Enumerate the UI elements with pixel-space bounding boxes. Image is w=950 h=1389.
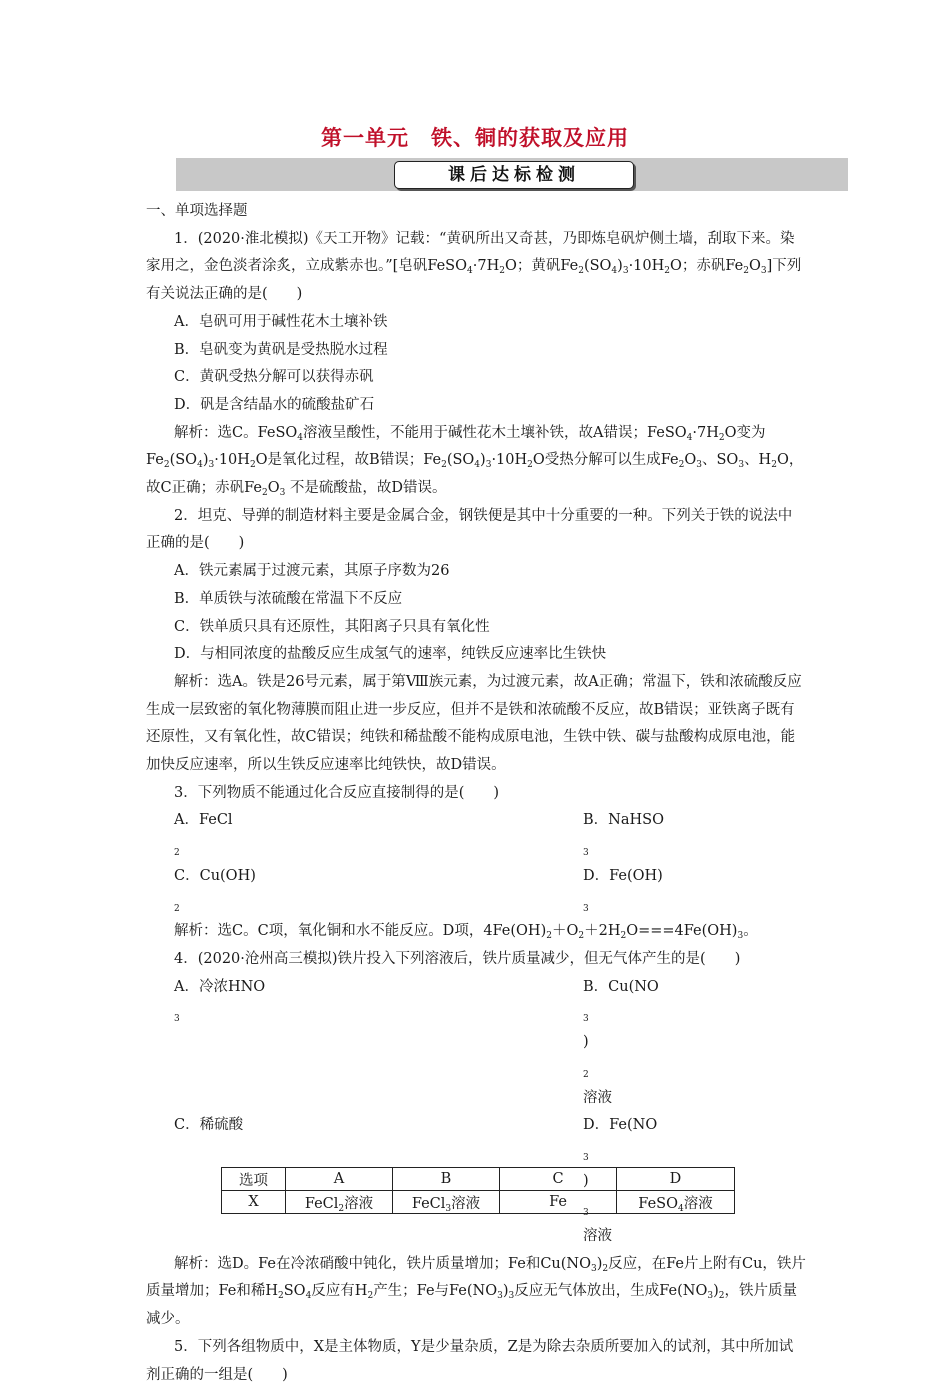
table-cell: FeSO$_4$溶液 xyxy=(617,1191,735,1214)
table-header-cell: C xyxy=(500,1168,617,1191)
question-3-options-row-2 xyxy=(146,863,806,918)
page-title: 第一单元 铁、铜的获取及应用 xyxy=(321,126,629,150)
banner-label: 课后达标检测 xyxy=(394,161,634,189)
table-header-row xyxy=(222,1168,735,1191)
question-1-option-c: C．黄矾受热分解可以获得赤矾 xyxy=(174,369,374,386)
question-2-option-a: A．铁元素属于过渡元素，其原子序数为26 xyxy=(174,563,450,580)
question-2-option-b: B．单质铁与浓硫酸在常温下不反应 xyxy=(174,590,403,607)
question-2-option-d: D．与相同浓度的盐酸反应生成氢气的速率，纯铁反应速率比生铁快 xyxy=(174,646,607,663)
table-header-cell: D xyxy=(617,1168,735,1191)
question-3-option-a: A．FeCl $_2$ xyxy=(174,812,233,859)
question-3-stem: 3．下列物质不能通过化合反应直接制得的是( ) xyxy=(174,784,500,801)
options-table xyxy=(221,1167,735,1214)
question-3-option-d: D．Fe(OH) $_3$ xyxy=(583,867,663,914)
question-4-option-d: D．Fe(NO $_3$ ) $_3$ 溶液 xyxy=(583,1117,658,1245)
section-heading: 一、单项选择题 xyxy=(146,203,248,219)
question-4-option-c: C．稀硫酸 xyxy=(174,1117,244,1134)
table-cell: Fe xyxy=(500,1191,617,1214)
question-3-options-row-1 xyxy=(146,807,806,862)
table-cell: FeCl$_2$溶液 xyxy=(286,1191,393,1214)
question-4-analysis: 解析：选D。Fe在冷浓硝酸中钝化，铁片质量增加；Fe和$Cu(NO_3)_2$反应，在Fe片上附有Cu，铁片质量增加；Fe和稀$H_2SO_4$反应有$H_2$产生；Fe与$Fe(NO_3)_3$反应无气体放出，生成$Fe(NO_3)_2$，铁片质量减少。 xyxy=(146,1255,806,1328)
table-row xyxy=(222,1191,735,1214)
question-4-options-row-1 xyxy=(146,974,806,1113)
question-3-option-b: B．NaHSO $_3$ xyxy=(583,812,664,859)
question-1-option-b: B．皂矾变为黄矾是受热脱水过程 xyxy=(174,341,388,358)
question-1-analysis: 解析：选C。FeSO$_4$溶液呈酸性，不能用于碱性花木土壤补铁，故A错误；$FeSO_4\cdot 7H_2O$变为$Fe_2(SO_4)_3\cdot 10H_2O$是氧化过程，故B错误；$Fe_2(SO_4)_3\cdot 10H_2O$受热分解可以生成$Fe_2O_3$、$SO_3$、$H_2O$，故C正确；赤矾$Fe_2O_3$ 不是硫酸盐，故D错误。 xyxy=(146,424,804,499)
table-header-cell: A xyxy=(286,1168,393,1191)
question-5-stem: 5．下列各组物质中，X是主体物质，Y是少量杂质，Z是为除去杂质所要加入的试剂，其中所加试剂正确的一组是( ) xyxy=(146,1338,794,1383)
question-2-stem: 2．坦克、导弹的制造材料主要是金属合金，钢铁便是其中十分重要的一种。下列关于铁的说法中正确的是( ) xyxy=(146,507,793,552)
question-3-option-c: C．Cu(OH) $_2$ xyxy=(174,867,256,914)
question-1-stem: 1．(2020·淮北模拟)《天工开物》记载：“黄矾所出又奇甚，乃即炼皂矾炉侧土墙，刮取下来。染家用之，金色淡者涂炙，立成紫赤也。”[皂矾$FeSO_4\cdot 7H_2O$；黄矾$Fe_2(SO_4)_3\cdot 10H_2O$；赤矾$Fe_2O_3$]下列有关说法正确的是( ) xyxy=(146,230,802,303)
table-header-cell: B xyxy=(393,1168,500,1191)
question-1-option-a: A．皂矾可用于碱性花木土壤补铁 xyxy=(174,313,388,330)
table-cell: FeCl$_3$溶液 xyxy=(393,1191,500,1214)
question-4-option-b: B．Cu(NO $_3$ ) $_2$ 溶液 xyxy=(583,978,659,1106)
question-2-option-c: C．铁单质只具有还原性，其阳离子只具有氧化性 xyxy=(174,618,490,635)
table-header-cell: 选项 xyxy=(222,1168,286,1191)
table-cell: X xyxy=(222,1191,286,1214)
question-2-analysis: 解析：选A。铁是26号元素，属于第Ⅷ族元素，为过渡元素，故A正确；常温下，铁和浓硫酸反应生成一层致密的氧化物薄膜而阻止进一步反应，但并不是铁和浓硫酸不反应，故B错误；亚铁离子既有还原性，又有氧化性，故C错误；纯铁和稀盐酸不能构成原电池，生铁中铁、碳与盐酸构成原电池，能加快反应速率，所以生铁反应速率比纯铁快，故D错误。 xyxy=(146,673,802,774)
question-4-stem: 4．(2020·沧州高三模拟)铁片投入下列溶液后，铁片质量减少，但无气体产生的是( ) xyxy=(174,950,741,967)
question-1-option-d: D．矾是含结晶水的硫酸盐矿石 xyxy=(174,396,375,413)
question-4-option-a: A．冷浓HNO $_3$ xyxy=(174,978,266,1025)
question-3-analysis: 解析：选C。C项，氧化铜和水不能反应。D项，$4Fe(OH)_2+O_2+2H_2O===4Fe(OH)_3$。 xyxy=(174,923,758,942)
